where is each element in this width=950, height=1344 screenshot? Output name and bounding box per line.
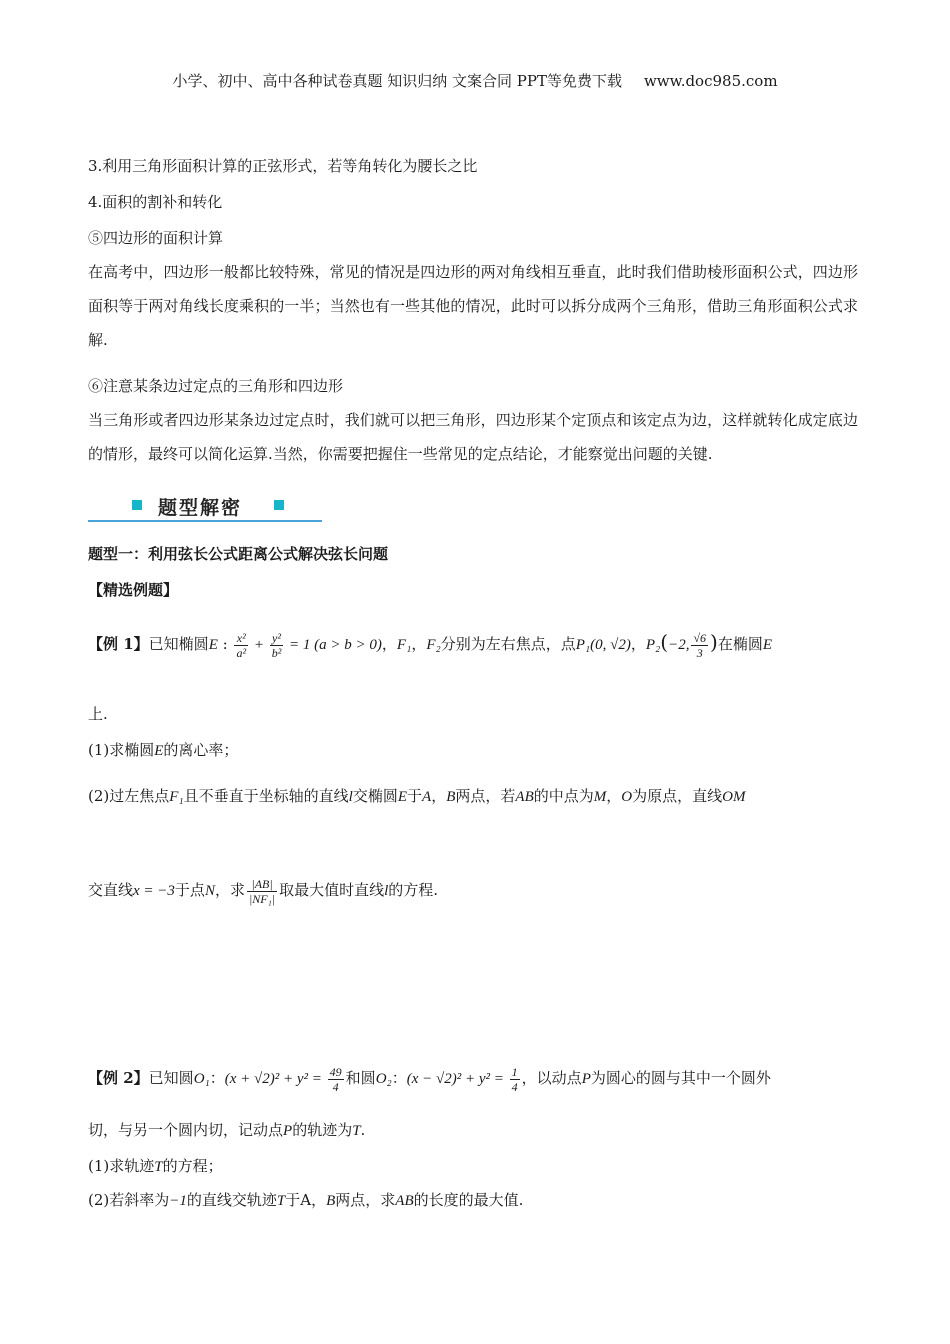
page-header — [0, 70, 950, 91]
type1-title: 题型一：利用弦长公式距离公式解决弦长问题 — [88, 545, 389, 563]
example-2-question-1: (1)求轨迹T的方程； — [88, 1157, 223, 1175]
section-6-title: ⑥注意某条边过定点的三角形和四边形 — [88, 377, 344, 395]
example-1-line-1: 【例 1】已知椭圆E : $\frac{\text{x²}}{\text{a²}}$ + $\frac{\text{y²}}{\text{b²}}$ = 1 (a > b > 0)，F₁，F₂分别为左右焦点，点P₁(0, √2)，P₂(−2, $\frac{√6}{3}$ )在椭圆E — [88, 630, 773, 660]
banner-right-square — [274, 500, 284, 510]
intro-item-4: 4.面积的割补和转化 — [88, 193, 223, 211]
example-1-question-1: (1)求椭圆E的离心率； — [88, 741, 239, 759]
header-site[interactable]: www.doc985.com — [643, 72, 778, 90]
banner-underline — [88, 520, 322, 522]
frac-x2-a2: $\frac{\text{x²}}{\text{a²}}$ — [236, 630, 247, 660]
example-2-question-2: (2)若斜率为−1的直线交轨迹T于A，B两点，求AB的长度的最大值. — [88, 1191, 524, 1209]
example-1-line-2: 上. — [88, 705, 108, 723]
example-2-label: 【例 2】 — [88, 1069, 149, 1087]
example-1-question-2: (2)过左焦点F₁且不垂直于坐标轴的直线l交椭圆E于A，B两点，若AB的中点为M，O为原点，直线OM — [88, 787, 746, 805]
example-2-line-1: 【例 2】已知圆O₁：(x + √2)² + y² = $\frac{49}{4}$ 和圆O₂：(x − √2)² + y² = $\frac{1}{4}$ ，以动点P为圆心的圆与其中一个圆外 — [88, 1064, 771, 1094]
section-6-body: 当三角形或者四边形某条边过定点时，我们就可以把三角形，四边形某个定顶点和该定点为边，这样就转化成定底边的情形，最终可以简化运算.当然，你需要把握住一些常见的定点结论，才能察觉出问题的关键. — [88, 411, 858, 463]
frac-49-4: $\frac{49}{4}$ — [329, 1064, 342, 1094]
header-text: 小学、初中、高中各种试卷真题 知识归纳 文案合同 PPT等免费下载 — [172, 72, 622, 90]
intro-item-3: 3.利用三角形面积计算的正弦形式，若等角转化为腰长之比 — [88, 157, 478, 175]
frac-ab-nf1: $\frac{|AB|}{\text{|NF₁|}}$ — [248, 876, 276, 906]
frac-y2-b2: $\frac{\text{y²}}{\text{b²}}$ — [271, 630, 282, 660]
section-banner — [88, 488, 322, 522]
example-1-question-2-cont: 交直线x = −3于点N，求 $\frac{|AB|}{\text{|NF₁|}}$ 取最大值时直线l的方程. — [88, 876, 439, 906]
selected-examples-label: 【精选例题】 — [88, 581, 179, 599]
example-1-label: 【例 1】 — [88, 635, 149, 653]
example-2-line-2: 切，与另一个圆内切，记动点P的轨迹为T. — [88, 1121, 366, 1139]
frac-1-4: $\frac{1}{4}$ — [511, 1064, 518, 1094]
banner-label: 题型解密 — [158, 497, 243, 519]
section-5-body: 在高考中，四边形一般都比较特殊，常见的情况是四边形的两对角线相互垂直，此时我们借助棱形面积公式，四边形面积等于两对角线长度乘积的一半；当然也有一些其他的情况，此时可以拆分成两个三角形，借助三角形面积公式求解. — [88, 263, 858, 349]
banner-left-square — [132, 500, 142, 510]
section-5-title: ⑤四边形的面积计算 — [88, 229, 224, 247]
frac-sqrt6-3: $\frac{√6}{3}$ — [693, 630, 707, 660]
